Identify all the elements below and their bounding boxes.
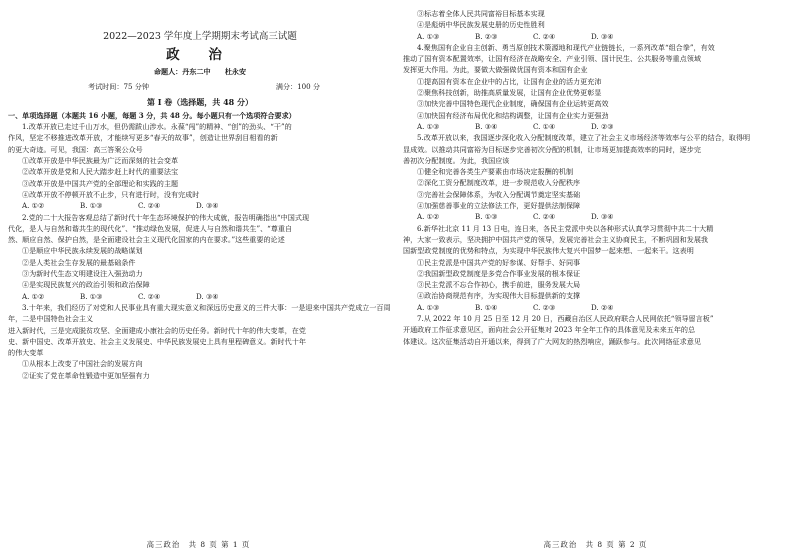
question-1-option: ④改革开放不停顿开放不止步，只有进行时，没有完成时 <box>22 189 200 199</box>
question-5-answers <box>403 211 787 222</box>
question-5-line: 5.改革开放以来，我国逐步深化收入分配制度改革，建立了社会主义市场经济等效率与公平的结合，取得明 <box>417 133 751 143</box>
answer-choice: D. ③④ <box>196 201 219 211</box>
question-4-answers <box>403 121 787 132</box>
question-4-line: 4.聚焦国有企业自主创新、勇当原创技术策源地和现代产业链链长，一系列改革“组合拳”，有效 <box>417 42 715 52</box>
page-footer: 高三政治 共 8 页 第 1 页 <box>146 540 251 549</box>
answer-choice: D. ②③ <box>591 121 614 131</box>
answer-choice: C. ①④ <box>533 121 556 131</box>
question-5-option: ③完善社会保障体系，为收入分配调节奠定坚实基础 <box>417 189 581 199</box>
question-7-line: 7.从 2022 年 10 月 25 日至 12 月 20 日，西藏自治区人民政府联合人民网依托“领导留言板” <box>417 314 714 324</box>
question-3-line: 史、新中国史、改革开放史、社会主义发展史、中华民族发展史上具有里程碑意义。新时代十年 <box>8 336 306 346</box>
question-7-line: 体建议。这次征集活动自开通以来，得到了广大网友的热烈响应，踊跃参与。此次网络征求意见 <box>403 336 701 346</box>
question-6-line: 国新型政党制度的优势和特点，为实现中华民族伟大复兴中国梦一起来想、一起来干。这表明 <box>403 246 694 256</box>
question-6-option: ③民主党派不忘合作初心，携手前进，服务发展大局 <box>417 280 581 290</box>
question-2-line: 然、顺应自然、保护自然，是全面建设社会主义现代化国家的内在要求。”这些重要的论述 <box>8 235 285 245</box>
question-4-option: ④加快国有经济布局优化和结构调整，让国有企业实力更强劲 <box>417 110 609 120</box>
question-2-option: ②是人类社会生存发展的最基础条件 <box>22 257 136 267</box>
question-7-line: 开通政府工作征求意见区，面向社会公开征集对 2023 年全年工作的具体意见及未来五年的总 <box>403 325 696 335</box>
question-6-line: 神，大家一致表示，坚决拥护中国共产党的领导，发展完善社会主义协商民主，不断巩固和发展我 <box>403 234 709 244</box>
answer-choice: D. ③④ <box>591 31 614 41</box>
left-column <box>8 8 392 532</box>
question-6-option: ④政治协商规范有序，为实现伟大目标提供新的支撑 <box>417 291 581 301</box>
answer-choice: D. ③④ <box>196 291 219 301</box>
question-5-line: 显成效。以推动共同富裕为目标逐步完善初次分配的机制，让市场更加提高效率的同时，逐步完 <box>403 144 701 154</box>
question-1-option: ③改革开放是中国共产党的全部理论和实践的主题 <box>22 178 179 188</box>
question-1-line: 1.改革开放已走过千山万水，但仍需跋山涉水。永葆“闯”的精神、“创”的劲头、“干”的 <box>22 122 292 132</box>
exam-score: 满分：100 分 <box>275 82 320 92</box>
answer-choice: D. ③④ <box>591 212 614 222</box>
answer-choice: C. ②④ <box>138 201 161 211</box>
author-line: 命题人：丹东二中 杜永安 <box>153 67 247 76</box>
question-2-answers <box>8 291 392 302</box>
answer-choice: C. ②④ <box>533 31 556 41</box>
exam-meta <box>8 81 392 92</box>
question-6-line: 6.新华社北京 11 月 13 日电，连日来，各民主党派中央以各种形式认真学习贯彻中共二十大精 <box>417 223 714 233</box>
section-heading: 一、单项选择题（本题共 16 小题，每题 3 分，共 48 分。每小题只有一个选项符合要求） <box>8 110 296 120</box>
question-3-line: 3.十年来，我们经历了对党和人民事业具有重大现实意义和深远历史意义的三件大事：一是迎来中国共产党成立一百周年，二是中国特色社会主义 <box>8 302 391 324</box>
question-1-option: ②改革开放是党和人民大踏步赶上时代的重要法宝 <box>22 167 179 177</box>
exam-time: 考试时间：75 分钟 <box>88 82 149 92</box>
answer-choice: B. ①③ <box>80 201 103 211</box>
question-1-line: 的更大奇迹。可见，我国：高三答案公众号 <box>8 144 143 154</box>
question-3-option: ④是彪炳中华民族发展史册的历史性胜利 <box>417 20 545 30</box>
question-5-option: ①健全和完善各类生产要素由市场决定报酬的机制 <box>417 167 574 177</box>
answer-choice: A. ①③ <box>417 31 440 41</box>
question-4-line: 发挥更大作用。为此，要做大做强做优国有资本和国有企业 <box>403 65 588 75</box>
question-3-answers <box>403 31 787 42</box>
question-5-option: ④加强慈善事业的立法修法工作，更好提供法制保障 <box>417 201 581 211</box>
exam-title: 2022—2023 学年度上学期期末考试高三试题 <box>103 31 297 42</box>
question-5-option: ②深化工资分配制度改革，进一步规范收入分配秩序 <box>417 178 581 188</box>
question-6-option: ①民主党派是中国共产党的好参谋、好帮手、好同事 <box>417 257 581 267</box>
answer-choice: B. ②③ <box>475 31 498 41</box>
question-2-option: ①是顺应中华民族永续发展的战略谋划 <box>22 246 143 256</box>
question-4-option: ③加快完善中国特色现代企业制度，确保国有企业运转更高效 <box>417 99 609 109</box>
question-3-option: ①从根本上改变了中国社会的发展方向 <box>22 359 143 369</box>
question-3-option: ②证实了党在革命性锻造中更加坚强有力 <box>22 370 150 380</box>
question-2-option: ③为新时代生态文明建设注入强劲动力 <box>22 269 143 279</box>
answer-choice: B. ③④ <box>475 121 498 131</box>
question-4-line: 推动了国有资本配置效率，让国有经济在战略安全、产业引领、国计民生、公共服务等重点领域 <box>403 54 701 64</box>
answer-choice: D. ②④ <box>591 302 614 312</box>
question-2-line: 2.党的二十大报告客观总结了新时代十年生态环境保护的伟大成就，报告明确指出“中国式现 <box>22 212 310 222</box>
subject-title: 政 治 <box>166 47 234 63</box>
right-column <box>403 8 787 532</box>
page-footer: 高三政治 共 8 页 第 2 页 <box>543 540 648 549</box>
answer-choice: C. ②④ <box>138 291 161 301</box>
question-3-line: 的伟大变革 <box>8 348 44 358</box>
question-1-line: 作风，坚定不移推进改革开放，才能续写更多“春天的故事”，创造让世界刮目相看的新 <box>8 133 278 143</box>
page-right <box>397 0 794 558</box>
question-2-line: 代化，是人与自然和谐共生的现代化”、“推动绿色发展，促进人与自然和谐共生”、“尊重自 <box>8 223 293 233</box>
answer-choice: B. ①③ <box>80 291 103 301</box>
answer-choice: A. ①③ <box>417 121 440 131</box>
question-6-answers <box>403 302 787 313</box>
answer-choice: C. ②④ <box>533 212 556 222</box>
answer-choice: B. ①④ <box>475 302 498 312</box>
answer-choice: A. ①② <box>22 291 45 301</box>
question-3-line: 进入新时代，三是完成脱贫攻坚、全面建成小康社会的历史任务。新时代十年的伟大变革，在党 <box>8 325 306 335</box>
question-5-line: 善初次分配制度。为此，我国应该 <box>403 155 510 165</box>
answer-choice: A. ①③ <box>417 302 440 312</box>
part-heading: 第 Ⅰ 卷（选择题，共 48 分） <box>146 96 253 107</box>
question-6-option: ②我国新型政党制度是多党合作事业发展的根本保证 <box>417 268 581 278</box>
question-2-option: ④是实现民族复兴的政治引领和政治保障 <box>22 280 150 290</box>
question-1-answers <box>8 200 392 211</box>
answer-choice: A. ①② <box>22 201 45 211</box>
answer-choice: A. ①② <box>417 212 440 222</box>
question-4-option: ①提高国有资本在企业中的占比，让国有企业的活力更充沛 <box>417 76 602 86</box>
question-3-option: ③标志着全体人民共同富裕目标基本实现 <box>417 9 545 18</box>
answer-choice: C. ②③ <box>533 302 556 312</box>
answer-choice: B. ①③ <box>475 212 498 222</box>
question-4-option: ②聚焦科技创新，助推高质量发展，让国有企业优势更彰显 <box>417 88 602 98</box>
question-1-option: ①改革开放是中华民族最为广泛而深刻的社会变革 <box>22 156 179 166</box>
